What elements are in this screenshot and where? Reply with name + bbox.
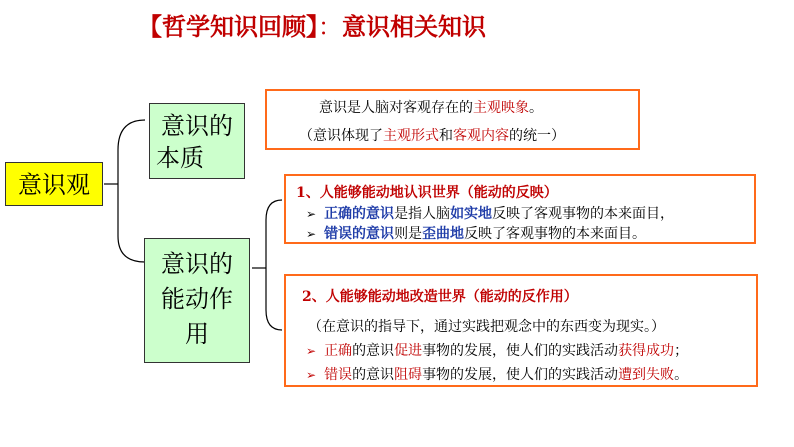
arrow-bullet-icon: ➢ [306,207,317,221]
text-span: 是指人脑 [394,206,451,222]
recognize-heading: 1、人能够能动地认识世界（能动的反映） [296,185,558,201]
text-span: 反映了客观事物的本来面目。 [464,226,647,242]
unity-text-a: （意识体现了 [299,128,383,144]
function-label-line1: 意识的 [161,250,233,278]
title-bracket: 【哲学知识回顾】 [138,12,318,41]
text-span: 获得成功 [618,343,675,359]
nature-node [149,103,245,179]
definition-highlight: 主观映象 [473,100,529,116]
nature-label-line1: 意识的 [161,112,233,140]
root-node [5,162,103,206]
text-span: ； [674,343,689,359]
arrow-bullet-icon: ➢ [306,227,317,241]
nature-label-line2: 本质 [156,144,204,172]
text-span: 则是 [394,226,423,242]
text-span: 错误 [324,367,353,383]
title-colon: ： [318,13,342,41]
transform-world-box [284,274,758,387]
text-span: 事物的发展，使人们的实践活动 [422,367,619,383]
text-span: 阻碍 [394,367,423,383]
transform-heading: 2、人能够能动地改造世界（能动的反作用） [302,289,578,305]
recognize-world-box [284,174,756,244]
root-label: 意识观 [18,171,90,199]
function-node [144,238,250,363]
wrong-consciousness-label: 错误的意识 [324,226,395,242]
recognize-bullet-wrong [306,223,646,243]
transform-bullet-wrong [306,364,688,384]
unity-line [299,125,565,145]
recognize-bullet-correct [306,203,674,223]
unity-highlight-form: 主观形式 [383,128,439,144]
text-span: 事物的发展，使人们的实践活动 [422,343,619,359]
unity-highlight-content: 客观内容 [453,128,509,144]
nature-definition-box [265,89,640,150]
arrow-bullet-icon: ➢ [306,368,317,382]
unity-text-e: 的统一） [509,128,565,144]
text-span: 的意识 [352,367,395,383]
text-span: 遭到失败 [618,367,675,383]
text-span: 促进 [394,343,423,359]
definition-text: 意识是人脑对客观存在的 [319,100,473,116]
function-label-line2: 能动作 [161,285,233,313]
text-span: 反映了客观事物的本来面目， [492,206,675,222]
arrow-bullet-icon: ➢ [306,344,317,358]
faithfully-label: 如实地 [450,206,493,222]
correct-consciousness-label: 正确的意识 [324,206,395,222]
transform-note: （在意识的指导下，通过实践把观念中的东西变为现实。） [308,319,665,335]
text-span: 正确 [324,343,353,359]
text-span: 的意识 [352,343,395,359]
unity-text-c: 和 [439,128,453,144]
function-label-line3: 用 [185,320,209,348]
page-title [138,10,538,44]
text-span: 。 [674,367,689,383]
definition-end: 。 [529,100,543,116]
title-topic: 意识相关知识 [342,12,486,41]
distorted-label: 歪曲地 [422,226,465,242]
definition-line [319,97,543,117]
transform-bullet-correct [306,340,688,360]
